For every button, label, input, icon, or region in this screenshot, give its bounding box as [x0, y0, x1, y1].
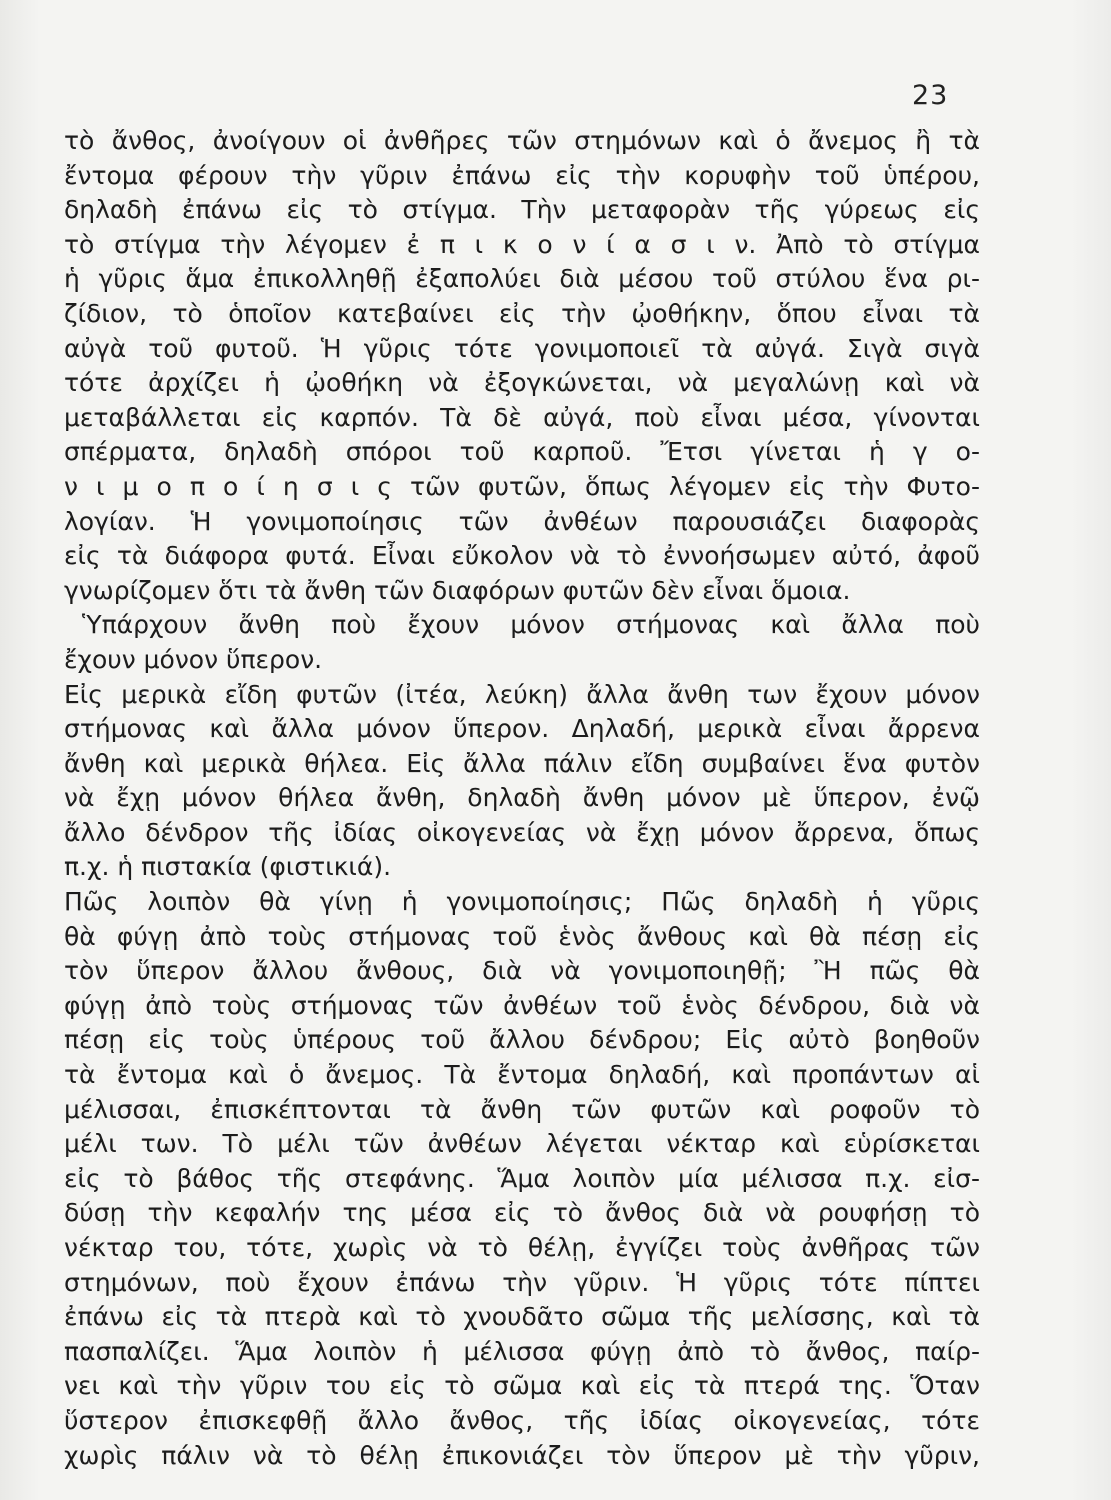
text-line: ἡ γῦρις ἅμα ἐπικολληθῇ ἐξαπολύει διὰ μέσου τοῦ στύλου ἕνα ρι-	[64, 264, 980, 294]
text-line: σπέρματα, δηλαδὴ σπόροι τοῦ καρποῦ. Ἔτσι γίνεται ἡ γ ο-	[64, 437, 980, 467]
text-line: αὐγὰ τοῦ φυτοῦ. Ἡ γῦρις τότε γονιμοποιεῖ τὰ αὐγά. Σιγὰ σιγὰ	[64, 333, 980, 363]
page-number: 23	[912, 80, 949, 111]
text-line: τότε ἀρχίζει ἡ ᾠοθήκη νὰ ἐξογκώνεται, νὰ μεγαλώνῃ καὶ νὰ	[64, 368, 980, 398]
text-line: δύσῃ τὴν κεφαλήν της μέσα εἰς τὸ ἄνθος διὰ νὰ ρουφήσῃ τὸ	[64, 1198, 980, 1228]
text-line: νει καὶ τὴν γῦριν του εἰς τὸ σῶμα καὶ εἰς τὰ πτερά της. Ὅταν	[64, 1371, 980, 1401]
text-line: π.χ. ἡ πιστακία (φιστικιά).	[64, 852, 392, 882]
text-line: νέκταρ του, τότε, χωρὶς νὰ τὸ θέλῃ, ἐγγίζει τοὺς ἀνθῆρας τῶν	[64, 1233, 980, 1262]
text-line: στήμονας καὶ ἄλλα μόνον ὕπερον. Δηλαδή, μερικὰ εἶναι ἄρρενα	[64, 714, 980, 744]
text-line: θὰ φύγῃ ἀπὸ τοὺς στήμονας τοῦ ἑνὸς ἄνθους καὶ θὰ πέσῃ εἰς	[64, 921, 980, 951]
text-line: τὰ ἔντομα καὶ ὁ ἄνεμος. Τὰ ἔντομα δηλαδή, καὶ προπάντων αἱ	[64, 1060, 980, 1090]
text-line: Πῶς λοιπὸν θὰ γίνῃ ἡ γονιμοποίησις; Πῶς δηλαδὴ ἡ γῦρις	[64, 887, 980, 917]
text-line: φύγῃ ἀπὸ τοὺς στήμονας τῶν ἀνθέων τοῦ ἑνὸς δένδρου, διὰ νὰ	[64, 990, 980, 1020]
text-line: τὸν ὕπερον ἄλλου ἄνθους, διὰ νὰ γονιμοποιηθῇ; Ἢ πῶς θὰ	[64, 956, 980, 986]
text-line: τὸ στίγμα τὴν λέγομεν ἐ π ι κ ο ν ί α σ ι ν. Ἀπὸ τὸ στίγμα	[64, 229, 980, 259]
text-line: στημόνων, ποὺ ἔχουν ἐπάνω τὴν γῦριν. Ἡ γῦρις τότε πίπτει	[64, 1267, 980, 1297]
text-line: ἄνθη καὶ μερικὰ θήλεα. Εἰς ἄλλα πάλιν εἴδη συμβαίνει ἕνα φυτὸν	[64, 748, 980, 778]
text-line: χωρὶς πάλιν νὰ τὸ θέλῃ ἐπικονιάζει τὸν ὕπερον μὲ τὴν γῦριν,	[64, 1440, 980, 1470]
text-line: ἔχουν μόνον ὕπερον.	[64, 644, 323, 674]
text-line: εἰς τὰ διάφορα φυτά. Εἶναι εὔκολον νὰ τὸ ἐννοήσωμεν αὐτό, ἀφοῦ	[64, 541, 980, 571]
text-line: ἐπάνω εἰς τὰ πτερὰ καὶ τὸ χνουδᾶτο σῶμα τῆς μελίσσης, καὶ τὰ	[64, 1302, 980, 1332]
text-line: ζίδιον, τὸ ὁποῖον κατεβαίνει εἰς τὴν ᾠοθήκην, ὅπου εἶναι τὰ	[64, 298, 980, 328]
body-text	[64, 124, 980, 1473]
text-line: ἄλλο δένδρον τῆς ἰδίας οἰκογενείας νὰ ἔχῃ μόνον ἄρρενα, ὅπως	[64, 817, 980, 847]
text-line: μέλισσαι, ἐπισκέπτονται τὰ ἄνθη τῶν φυτῶν καὶ ροφοῦν τὸ	[64, 1094, 980, 1124]
text-line: εἰς τὸ βάθος τῆς στεφάνης. Ἅμα λοιπὸν μία μέλισσα π.χ. εἰσ-	[64, 1163, 980, 1193]
text-line: γνωρίζομεν ὅτι τὰ ἄνθη τῶν διαφόρων φυτῶν δὲν εἶναι ὅμοια.	[64, 575, 851, 605]
text-line: πέσῃ εἰς τοὺς ὑπέρους τοῦ ἄλλου δένδρου; Εἰς αὐτὸ βοηθοῦν	[64, 1025, 980, 1055]
text-line: πασπαλίζει. Ἅμα λοιπὸν ἡ μέλισσα φύγῃ ἀπὸ τὸ ἄνθος, παίρ-	[64, 1336, 980, 1366]
text-line: μεταβάλλεται εἰς καρπόν. Τὰ δὲ αὐγά, ποὺ εἶναι μέσα, γίνονται	[64, 402, 980, 432]
text-line: νὰ ἔχῃ μόνον θήλεα ἄνθη, δηλαδὴ ἄνθη μόνον μὲ ὕπερον, ἐνῷ	[64, 783, 980, 813]
text-line: ν ι μ ο π ο ί η σ ι ς τῶν φυτῶν, ὅπως λέγομεν εἰς τὴν Φυτο-	[64, 471, 980, 501]
text-line: τὸ ἄνθος, ἀνοίγουν οἱ ἀνθῆρες τῶν στημόνων καὶ ὁ ἄνεμος ἢ τὰ	[64, 126, 980, 155]
text-line: Εἰς μερικὰ εἴδη φυτῶν (ἰτέα, λεύκη) ἄλλα ἄνθη των ἔχουν μόνον	[64, 679, 980, 709]
text-line: λογίαν. Ἡ γονιμοποίησις τῶν ἀνθέων παρουσιάζει διαφορὰς	[64, 506, 980, 536]
text-line: ἔντομα φέρουν τὴν γῦριν ἐπάνω εἰς τὴν κορυφὴν τοῦ ὑπέρου,	[64, 160, 980, 190]
text-line: μέλι των. Τὸ μέλι τῶν ἀνθέων λέγεται νέκταρ καὶ εὑρίσκεται	[64, 1129, 980, 1159]
text-line: δηλαδὴ ἐπάνω εἰς τὸ στίγμα. Τὴν μεταφορὰν τῆς γύρεως εἰς	[64, 195, 980, 225]
text-line: Ὑπάρχουν ἄνθη ποὺ ἔχουν μόνον στήμονας καὶ ἄλλα ποὺ	[82, 610, 980, 640]
text-line: ὕστερον ἐπισκεφθῇ ἄλλο ἄνθος, τῆς ἰδίας οἰκογενείας, τότε	[64, 1405, 980, 1435]
